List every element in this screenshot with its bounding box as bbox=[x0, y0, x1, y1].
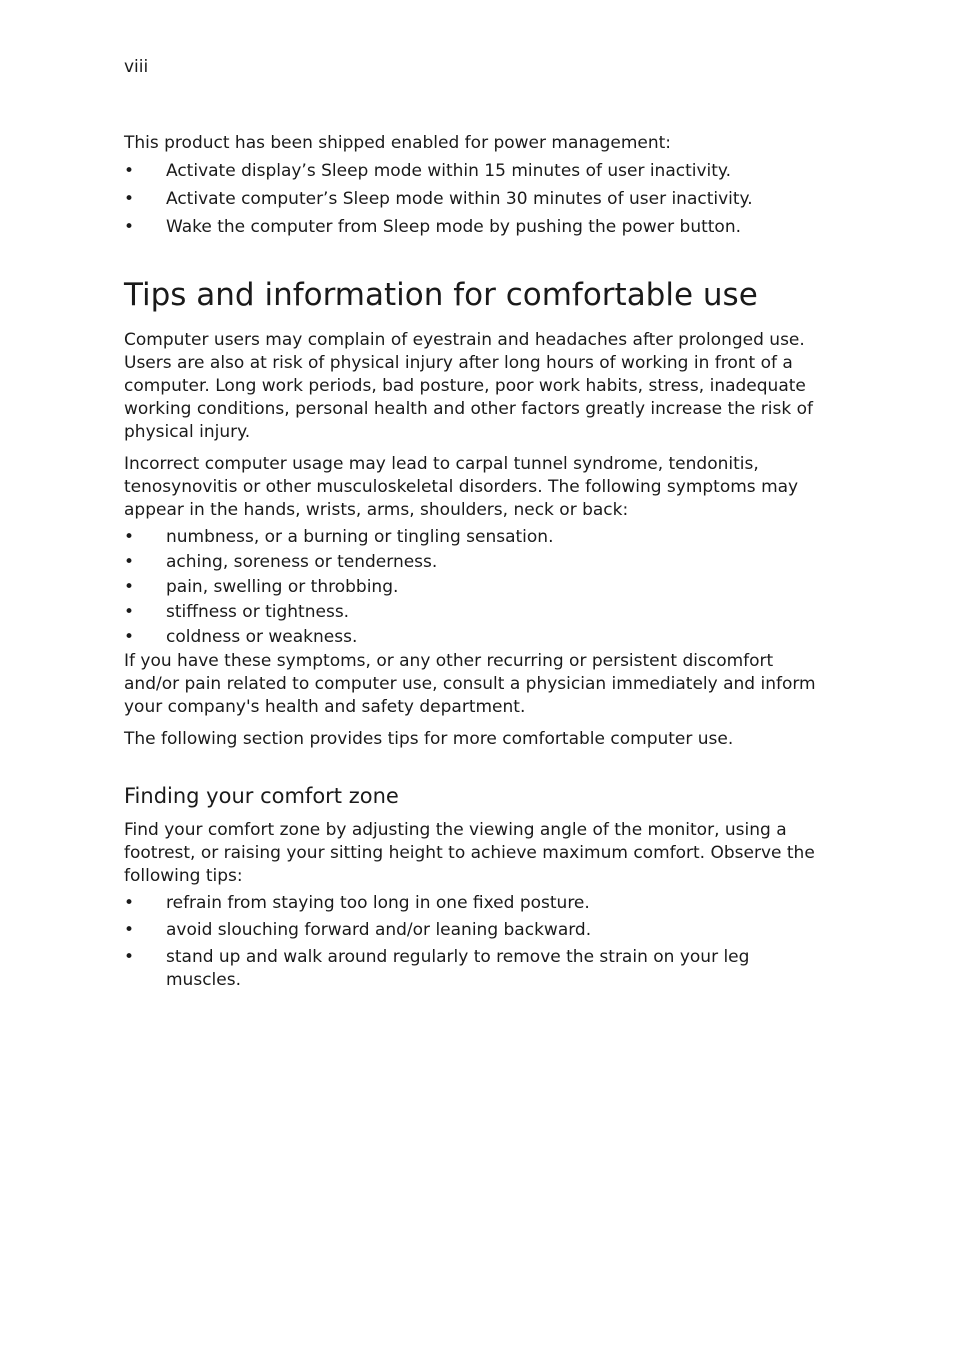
symptom-list bbox=[124, 526, 824, 649]
list-item: • refrain from staying too long in one fixed posture. bbox=[124, 893, 590, 913]
section-title: Tips and information for comfortable use bbox=[124, 277, 758, 313]
tips-paragraph-4: The following section provides tips for more comfortable computer use. bbox=[124, 729, 734, 749]
bullet-icon: • bbox=[124, 217, 135, 237]
bullet-icon: • bbox=[124, 920, 135, 940]
tips-paragraph-2: Incorrect computer usage may lead to carpal tunnel syndrome, tendonitis, tenosynovitis or other musculoskeletal disorders. The following symptoms may appear in the hands, wrists, arms, shoulders, neck or back: bbox=[124, 454, 799, 520]
list-item: • aching, soreness or tenderness. bbox=[124, 552, 438, 572]
list-item: • avoid slouching forward and/or leaning backward. bbox=[124, 920, 592, 940]
bullet-icon: • bbox=[124, 627, 135, 647]
list-item: • Activate display’s Sleep mode within 15 minutes of user inactivity. bbox=[124, 161, 731, 181]
power-management-section bbox=[124, 132, 824, 239]
tips-section bbox=[124, 329, 824, 751]
list-item: • numbness, or a burning or tingling sensation. bbox=[124, 527, 554, 547]
bullet-icon: • bbox=[124, 893, 135, 913]
tips-paragraph-3: If you have these symptoms, or any other recurring or persistent discomfort and/or pain related to computer use, consult a physician immediately and inform your company's health and safety department. bbox=[124, 651, 816, 717]
comfort-zone-section bbox=[124, 819, 824, 992]
bullet-icon: • bbox=[124, 161, 135, 181]
list-item: • coldness or weakness. bbox=[124, 627, 358, 647]
tips-paragraph-1: Computer users may complain of eyestrain and headaches after prolonged use. Users are also at risk of physical injury after long hours of working in front of a computer. Long work periods, bad posture, poor work habits, stress, inadequate working conditions, personal health and other factors greatly increase the risk of physical injury. bbox=[124, 330, 813, 442]
list-item: • pain, swelling or throbbing. bbox=[124, 577, 399, 597]
list-item: • stiffness or tightness. bbox=[124, 602, 350, 622]
bullet-icon: • bbox=[124, 527, 135, 547]
list-item: • Activate computer’s Sleep mode within 30 minutes of user inactivity. bbox=[124, 189, 753, 209]
power-management-list bbox=[124, 160, 824, 239]
bullet-icon: • bbox=[124, 602, 135, 622]
comfort-tips-list bbox=[124, 892, 824, 992]
power-management-lead: This product has been shipped enabled for power management: bbox=[124, 133, 672, 153]
bullet-icon: • bbox=[124, 947, 135, 967]
subsection-title: Finding your comfort zone bbox=[124, 784, 399, 808]
bullet-icon: • bbox=[124, 552, 135, 572]
comfort-zone-paragraph: Find your comfort zone by adjusting the viewing angle of the monitor, using a footrest, or raising your sitting height to achieve maximum comfort. Observe the following tips: bbox=[124, 820, 815, 886]
list-item: • Wake the computer from Sleep mode by pushing the power button. bbox=[124, 217, 742, 237]
bullet-icon: • bbox=[124, 189, 135, 209]
list-item: • stand up and walk around regularly to remove the strain on your leg muscles. bbox=[124, 947, 750, 990]
page-number: viii bbox=[124, 57, 149, 77]
bullet-icon: • bbox=[124, 577, 135, 597]
